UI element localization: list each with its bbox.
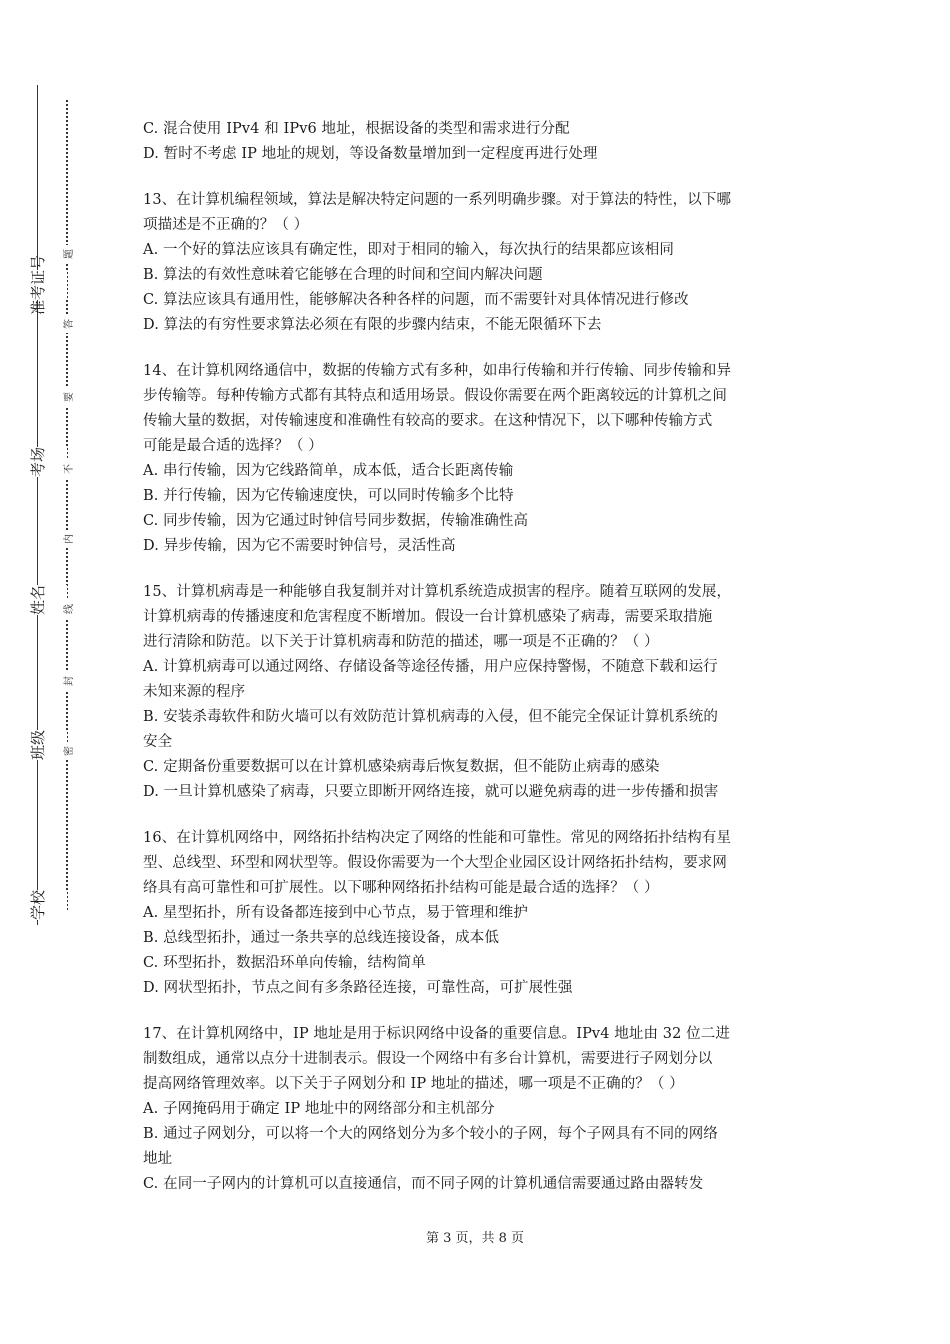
option-b: B. 并行传输，因为它传输速度快，可以同时传输多个比特 [143,488,514,504]
question-stem: 络具有高可靠性和可扩展性。以下哪种网络拓扑结构可能是最合适的选择？（ ） [143,880,659,896]
option-c: C. 定期备份重要数据可以在计算机感染病毒后恢复数据，但不能防止病毒的感染 [143,759,660,775]
question-17 [143,1022,813,1197]
option-a: A. 星型拓扑，所有设备都连接到中心节点，易于管理和维护 [143,905,528,921]
option-a: A. 串行传输，因为它线路简单，成本低，适合长距离传输 [143,463,514,479]
option-a: A. 一个好的算法应该具有确定性，即对于相同的输入，每次执行的结果都应该相同 [143,242,674,258]
field-exam-id: 准考证号 [7,270,67,300]
question-stem: 14、在计算机网络通信中，数据的传输方式有多种，如串行传输和并行传输、同步传输和异 [143,363,732,379]
option-d: D. 网状型拓扑，节点之间有多条路径连接，可靠性高，可扩展性强 [143,980,573,996]
option-c: C. 混合使用 IPv4 和 IPv6 地址，根据设备的类型和需求进行分配 [143,121,570,137]
question-16 [143,826,813,1001]
field-exam-room: 考场 [7,447,67,477]
option-a: A. 子网掩码用于确定 IP 地址中的网络部分和主机部分 [143,1101,495,1117]
question-stem: 制数组成，通常以点分十进制表示。假设一个网络中有多台计算机，需要进行子网划分以 [143,1051,713,1067]
option-d: D. 暂时不考虑 IP 地址的规划，等设备数量增加到一定程度再进行处理 [143,146,598,162]
field-class: 班级 [7,730,67,760]
option-d: D. 一旦计算机感染了病毒，只要立即断开网络连接，就可以避免病毒的进一步传播和损害 [143,784,719,800]
question-13 [143,188,813,338]
seal-char-2: 答 [58,315,76,333]
option-b: B. 安装杀毒软件和防火墙可以有效防范计算机病毒的入侵，但不能完全保证计算机系统的 [143,709,718,725]
option-a-cont: 未知来源的程序 [143,684,246,700]
question-stem: 计算机病毒的传播速度和危害程度不断增加。假设一台计算机感染了病毒，需要采取措施 [143,609,713,625]
question-14 [143,359,813,559]
seal-char-7: 封 [58,672,76,690]
exam-content [143,117,813,1197]
question-stem: 项描述是不正确的？（ ） [143,217,309,233]
page-footer: 第 3 页，共 8 页 [425,1231,525,1246]
option-c: C. 环型拓扑，数据沿环单向传输，结构简单 [143,955,426,971]
seal-char-3: 要 [58,388,76,406]
field-name: 姓名 [7,585,67,615]
question-stem: 步传输等。每种传输方式都有其特点和适用场景。假设你需要在两个距离较远的计算机之间 [143,388,727,404]
seal-char-6: 线 [58,600,76,618]
question-stem: 15、计算机病毒是一种能够自我复制并对计算机系统造成损害的程序。随着互联网的发展， [143,584,732,600]
option-b: B. 算法的有效性意味着它能够在合理的时间和空间内解决问题 [143,267,543,283]
binding-solid-line [37,85,38,925]
question-stem: 型、总线型、环型和网状型等。假设你需要为一个大型企业园区设计网络拓扑结构，要求网 [143,855,727,871]
question-stem: 提高网络管理效率。以下关于子网划分和 IP 地址的描述，哪一项是不正确的？（ ） [143,1076,684,1092]
option-a: A. 计算机病毒可以通过网络、存储设备等途径传播，用户应保持警惕，不随意下载和运行 [143,659,718,675]
question-15 [143,580,813,805]
seal-char-8: 密 [58,742,76,760]
binding-margin [0,0,110,1344]
question-stem: 13、在计算机编程领域，算法是解决特定问题的一系列明确步骤。对于算法的特性，以下哪 [143,192,732,208]
option-b-cont: 安全 [143,734,173,750]
seal-char-1: 题 [58,245,76,263]
option-c: C. 同步传输，因为它通过时钟信号同步数据，传输准确性高 [143,513,529,529]
option-b-cont: 地址 [143,1151,173,1167]
field-school: 学校 [7,890,67,920]
option-b: B. 总线型拓扑，通过一条共享的总线连接设备，成本低 [143,930,499,946]
seal-char-4: 不 [58,460,76,478]
option-d: D. 算法的有穷性要求算法必须在有限的步骤内结束，不能无限循环下去 [143,317,602,333]
option-d: D. 异步传输，因为它不需要时钟信号，灵活性高 [143,538,456,554]
option-b: B. 通过子网划分，可以将一个大的网络划分为多个较小的子网，每个子网具有不同的网络 [143,1126,718,1142]
question-stem: 16、在计算机网络中，网络拓扑结构决定了网络的性能和可靠性。常见的网络拓扑结构有星 [143,830,732,846]
option-c: C. 在同一子网内的计算机可以直接通信，而不同子网的计算机通信需要通过路由器转发 [143,1176,704,1192]
question-12-tail [143,117,813,167]
question-stem: 可能是最合适的选择？（ ） [143,438,323,454]
seal-char-5: 内 [58,530,76,548]
binding-dotted-line [66,100,68,910]
question-stem: 传输大量的数据，对传输速度和准确性有较高的要求。在这种情况下，以下哪种传输方式 [143,413,713,429]
question-stem: 17、在计算机网络中，IP 地址是用于标识网络中设备的重要信息。IPv4 地址由 32 位二进 [143,1026,730,1042]
question-stem: 进行清除和防范。以下关于计算机病毒和防范的描述，哪一项是不正确的？（ ） [143,634,659,650]
option-c: C. 算法应该具有通用性，能够解决各种各样的问题，而不需要针对具体情况进行修改 [143,292,689,308]
